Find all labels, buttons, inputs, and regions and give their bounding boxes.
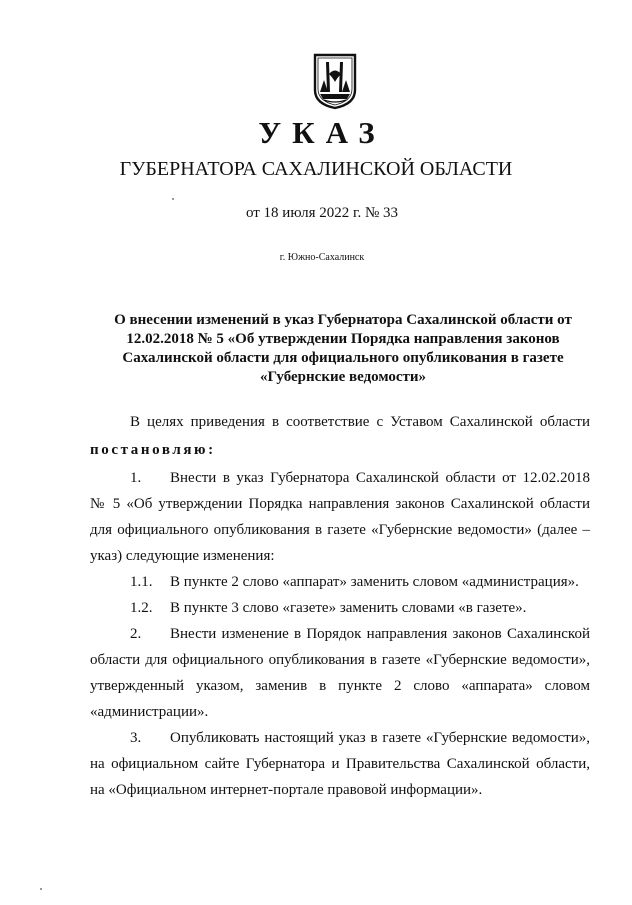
intro-text: В целях приведения в соответствие с Уставом Сахалинской области [130, 414, 590, 430]
heading-line: 12.02.2018 № 5 «Об утверждении Порядка направления законов [126, 331, 560, 347]
item-text: утвержденный указом, заменив в пункте 2 слово «аппарата» словом [90, 678, 590, 694]
item-text: на официальном сайте Губернатора и Правительства Сахалинской области, [90, 756, 590, 772]
item-number: 3. [130, 730, 142, 746]
resolve-line [90, 440, 590, 460]
item-text: на «Официальном интернет-портале правовой информации». [90, 782, 483, 798]
decree-date-number: от 18 июля 2022 г. № 33 [245, 205, 399, 221]
item-text: области для официального опубликования в газете «Губернские ведомости», [90, 652, 590, 668]
item-text: Внести в указ Губернатора Сахалинской области от 12.02.2018 [170, 470, 590, 486]
sakhalin-coat-of-arms-icon [312, 52, 358, 110]
issuer-title: ГУБЕРНАТОРА САХАЛИНСКОЙ ОБЛАСТИ [119, 158, 513, 180]
heading-line: О внесении изменений в указ Губернатора Сахалинской области от [114, 312, 572, 328]
item-text: № 5 «Об утверждении Порядка направления законов Сахалинской области [90, 496, 590, 512]
item-text: В пункте 2 слово «аппарат» заменить словом «администрация». [170, 574, 579, 590]
item-number: 1.2. [130, 600, 153, 616]
resolve-word: постановляю: [90, 442, 216, 458]
item-text: «администрации». [90, 704, 209, 720]
city-name: г. Южно-Сахалинск [279, 252, 365, 263]
item-text: Внести изменение в Порядок направления законов Сахалинской [170, 626, 590, 642]
item-text: В пункте 3 слово «газете» заменить словами «в газете». [170, 600, 527, 616]
scan-speck [172, 198, 174, 200]
item-number: 1. [130, 470, 142, 486]
scan-speck [40, 888, 42, 890]
heading-line: Сахалинской области для официального опубликования в газете [122, 350, 564, 366]
document-title: УКАЗ [258, 115, 386, 150]
item-number: 1.1. [130, 574, 153, 590]
item-text: для официального опубликования в газете «Губернские ведомости» (далее – [90, 522, 590, 538]
item-number: 2. [130, 626, 142, 642]
item-text: указ) следующие изменения: [90, 548, 275, 564]
decree-heading [108, 311, 578, 387]
heading-line: «Губернские ведомости» [259, 369, 427, 385]
item-text: Опубликовать настоящий указ в газете «Губернские ведомости», [170, 730, 590, 746]
